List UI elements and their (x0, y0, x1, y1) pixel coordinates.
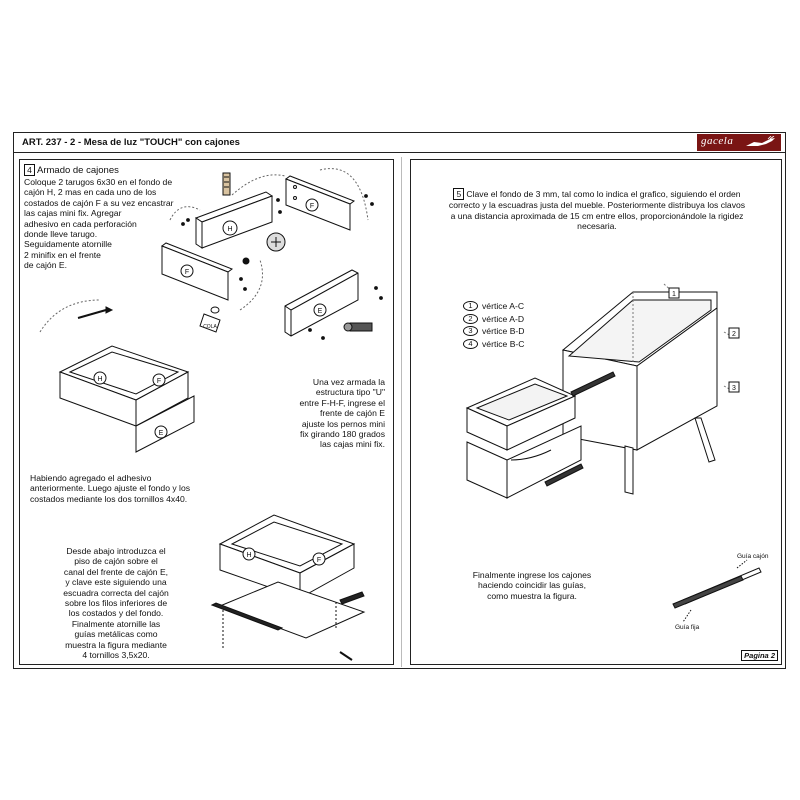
vertex-number: 4 (463, 339, 478, 349)
brand-logo (697, 134, 781, 151)
instruction-assembly: Coloque 2 tarugos 6x30 en el fondo de cajón H, 2 mas en cada uno de los costados de cajón F a su vez encastrar las cajas mini fix. Agregar adhesivo en cada perforación donde lleve tarugo. Seguidamente atornille 2 minifix en el frente de cajón E. (24, 177, 174, 271)
part-label-f: F (184, 269, 190, 276)
glue-label: COLA (203, 324, 217, 330)
dowel-icon (223, 173, 230, 195)
nightstand-diagram (411, 160, 783, 666)
part-label-h: H (246, 552, 252, 559)
gazelle-icon (744, 136, 778, 149)
panel-f-bottom (162, 243, 232, 300)
callout-label: 2 (732, 331, 736, 338)
header-bar (14, 133, 785, 153)
callout-label: 1 (672, 291, 676, 298)
instruction-sheet (13, 132, 786, 669)
minifix-bolt-icon (344, 323, 372, 331)
step-5-panel (410, 159, 782, 665)
document-title: ART. 237 - 2 - Mesa de luz "TOUCH" con cajones (22, 137, 240, 148)
instruction-adhesive: Habiendo agregado el adhesivo anteriormente. Luego ajuste el fondo y los costados mediante los dos tornillos 4x40. (30, 473, 191, 504)
slide-rail-icon (673, 560, 761, 622)
part-label-h: H (97, 376, 103, 383)
label-guia-cajon: Guía cajón (737, 553, 769, 560)
vertex-label: vértice A-D (482, 313, 525, 324)
panel-divider (401, 157, 402, 667)
screw-icon (78, 307, 112, 318)
page-number: Pagina 2 (741, 650, 778, 661)
part-label-f: F (316, 557, 322, 564)
part-label-e: E (158, 430, 164, 437)
part-label-e: E (317, 308, 323, 315)
drawer-assembly-diagram (20, 160, 395, 666)
instruction-back-text: Clave el fondo de 3 mm, tal como lo indica el grafico, siguiendo el orden correcto y la escuadras justa del mueble. Posteriormente distribuya los clavos a una distancia aproximada de 15 cm entre ellos, proporcionándole la rigidez necesaria. (448, 189, 746, 232)
label-guia-fija: Guía fija (675, 624, 700, 631)
minifix-icon (267, 233, 285, 251)
vertex-number: 3 (463, 326, 478, 336)
step-title-text: Armado de cajones (37, 165, 119, 176)
assembled-drawer-outline (60, 346, 194, 452)
instruction-u-structure: Una vez armada la estructura tipo "U" entre F-H-F, ingrese el frente de cajón E ajuste los pernos mini fix girando 180 grados las cajas mini fix. (299, 377, 385, 450)
drawer-with-floor-diagram (212, 515, 364, 660)
vertex-number: 1 (463, 301, 478, 311)
step-number: 4 (24, 164, 35, 176)
vertex-label: vértice B-D (482, 326, 525, 337)
instruction-insert-drawers: Finalmente ingrese los cajones haciendo coincidir las guías, como muestra la figura. (472, 570, 592, 601)
cabinet-outline (563, 292, 717, 450)
instruction-drawer-floor: Desde abajo introduzca el piso de cajón sobre el canal del frente de cajón E, y clave este siguiendo una escuadra correcta del cajón sobre los filos inferiores de los costados y del fondo. Finalmente atornille las guías metálicas como muestra la figura mediante 4 tornillos 3,5x20. (63, 546, 169, 661)
logo-text: gacela (701, 135, 734, 147)
part-label-f: F (156, 378, 162, 385)
part-label-f: F (309, 203, 315, 210)
callout-label: 3 (732, 385, 736, 392)
vertex-number: 2 (463, 314, 478, 324)
vertex-label: vértice B-C (482, 338, 525, 349)
step-number: 5 (453, 188, 464, 200)
panel-h (196, 192, 272, 248)
panel-f-top (286, 176, 354, 230)
step-4-panel (19, 159, 394, 665)
vertex-label: vértice A-C (482, 301, 525, 312)
part-label-h: H (227, 226, 233, 233)
